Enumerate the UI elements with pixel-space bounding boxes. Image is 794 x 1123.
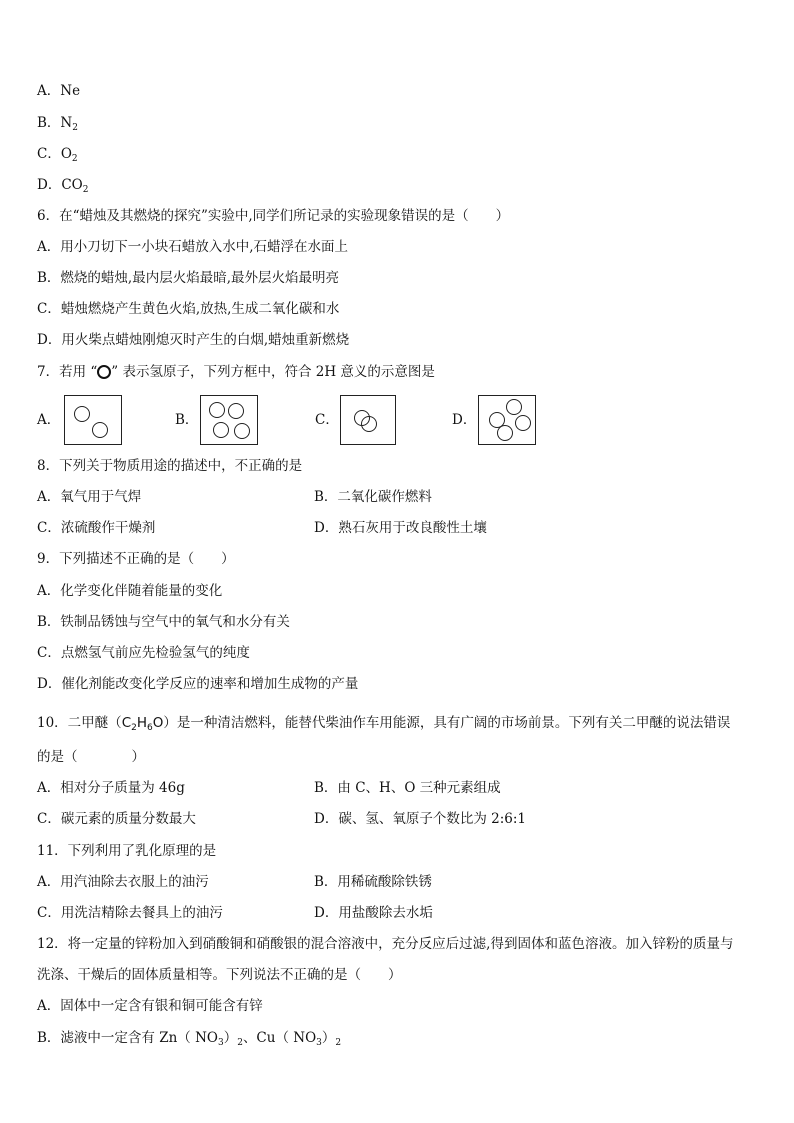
atom-circle bbox=[506, 399, 522, 415]
q6-option-c: C．蜡烛燃烧产生黄色火焰,放热,生成二氧化碳和水 bbox=[37, 301, 340, 317]
q7-stem: 7．若用 “ ” 表示氢原子，下列方框中，符合 2H 意义的示意图是 bbox=[37, 364, 435, 380]
q10-option-b: B．由 C、H、O 三种元素组成 bbox=[314, 780, 501, 796]
q5-option-b: B．$N_2$ bbox=[37, 115, 78, 133]
q10-option-a: A．相对分子质量为 46g bbox=[37, 780, 185, 796]
atom-circle bbox=[209, 402, 225, 418]
q8-option-c: C．浓硫酸作干燥剂 bbox=[37, 520, 156, 536]
q7-box-c bbox=[340, 395, 396, 445]
q9-stem: 9．下列描述不正确的是（ ） bbox=[37, 551, 235, 567]
atom-circle bbox=[213, 422, 229, 438]
q6-option-b: B．燃烧的蜡烛,最内层火焰最暗,最外层火焰最明亮 bbox=[37, 270, 340, 286]
q11-option-a: A．用汽油除去衣服上的油污 bbox=[37, 874, 209, 890]
atom-circle bbox=[515, 415, 531, 431]
q8-stem: 8．下列关于物质用途的描述中，不正确的是 bbox=[37, 458, 303, 474]
q10-option-c: C．碳元素的质量分数最大 bbox=[37, 811, 196, 827]
q8-option-a: A．氧气用于气焊 bbox=[37, 489, 142, 505]
q11-option-c: C．用洗洁精除去餐具上的油污 bbox=[37, 905, 223, 921]
q12-option-b: B．滤液中一定含有 Zn（ $NO_3)_2$、Cu（ $NO_3)_2$ bbox=[37, 1030, 342, 1048]
atom-circle bbox=[92, 422, 108, 438]
q5-option-d: D．$CO_2$ bbox=[37, 177, 89, 195]
q11-stem: 11．下列利用了乳化原理的是 bbox=[37, 843, 217, 859]
q7-label-a: A． bbox=[37, 412, 61, 428]
q8-option-b: B．二氧化碳作燃料 bbox=[314, 489, 432, 505]
q6-option-d: D．用火柴点蜡烛刚熄灭时产生的白烟,蜡烛重新燃烧 bbox=[37, 332, 350, 348]
q8-option-d: D．熟石灰用于改良酸性土壤 bbox=[314, 520, 487, 536]
q9-option-a: A．化学变化伴随着能量的变化 bbox=[37, 583, 223, 599]
atom-circle bbox=[74, 406, 90, 422]
q9-option-d: D．催化剂能改变化学反应的速率和增加生成物的产量 bbox=[37, 676, 359, 692]
q5-option-a: A．Ne bbox=[37, 83, 81, 99]
q7-box-a bbox=[64, 395, 122, 445]
q10-option-d: D．碳、氢、氧原子个数比为 2:6:1 bbox=[314, 811, 526, 827]
atom-circle bbox=[361, 416, 377, 432]
q12-stem-line2: 洗涤、干燥后的固体质量相等。下列说法不正确的是（ ） bbox=[37, 967, 402, 983]
q11-option-b: B．用稀硫酸除铁锈 bbox=[314, 874, 432, 890]
q6-option-a: A．用小刀切下一小块石蜡放入水中,石蜡浮在水面上 bbox=[37, 239, 349, 255]
atom-circle bbox=[497, 425, 513, 441]
atom-circle bbox=[234, 423, 250, 439]
q6-stem: 6．在“蜡烛及其燃烧的探究”实验中,同学们所记录的实验现象错误的是（ ） bbox=[37, 208, 510, 224]
hydrogen-atom-icon bbox=[97, 365, 111, 379]
q7-label-d: D． bbox=[452, 412, 477, 428]
q9-option-c: C．点燃氢气前应先检验氢气的纯度 bbox=[37, 645, 250, 661]
q11-option-d: D．用盐酸除去水垢 bbox=[314, 905, 433, 921]
q12-option-a: A．固体中一定含有银和铜可能含有锌 bbox=[37, 998, 263, 1014]
q7-box-b bbox=[200, 395, 258, 445]
q7-box-d bbox=[478, 395, 536, 445]
formula-dimethyl-ether: $C_2H_6O$ bbox=[121, 715, 164, 733]
atom-circle bbox=[228, 403, 244, 419]
q7-label-b: B． bbox=[175, 412, 199, 428]
q7-label-c: C． bbox=[315, 412, 339, 428]
q9-option-b: B．铁制品锈蚀与空气中的氧气和水分有关 bbox=[37, 614, 290, 630]
q12-stem-line1: 12．将一定量的锌粉加入到硝酸铜和硝酸银的混合溶液中，充分反应后过滤,得到固体和蓝色溶液。加入锌粉的质量与 bbox=[37, 936, 734, 952]
q10-stem-line1: 10．二甲醚$(C_2H_6O)$是一种清洁燃料，能替代柴油作车用能源，具有广阔的市场前景。下列有关二甲醚的说法错误 bbox=[37, 715, 731, 733]
q10-stem-line2: 的是（ ） bbox=[37, 749, 145, 765]
q5-option-c: C．$O_2$ bbox=[37, 146, 78, 164]
